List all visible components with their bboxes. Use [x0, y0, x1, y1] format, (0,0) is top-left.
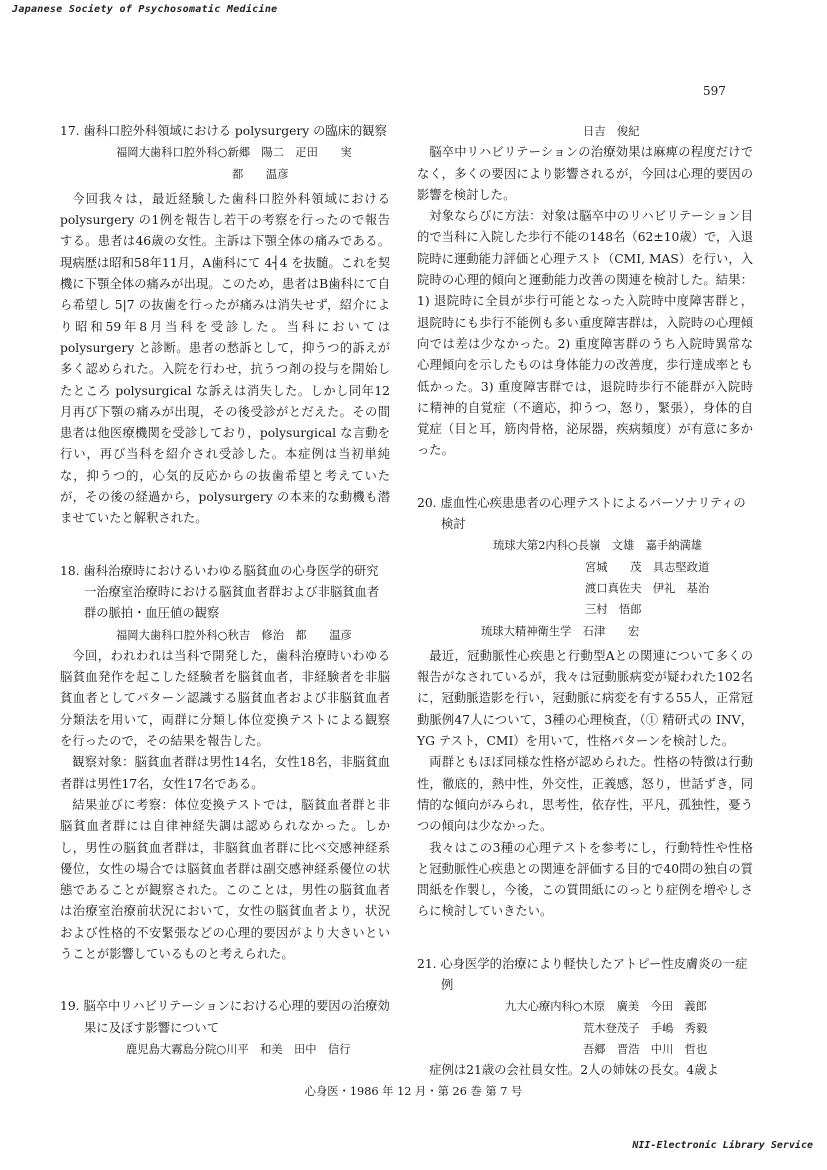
- abstract-18-authors: 福岡大歯科口腔外科○秋吉 修治 都 温彦: [116, 628, 352, 642]
- abstract-20-authors-1: 琉球大第2内科○長嶺 文雄 嘉手納満雄: [493, 539, 703, 553]
- abstract-21-authors-2: 荒木登茂子 手嶋 秀毅: [583, 1021, 708, 1035]
- society-header: Japanese Society of Psychosomatic Medicine: [12, 4, 278, 15]
- abstract-20-authors-2: 宮城 茂 具志堅政道: [585, 560, 710, 574]
- abstract-18-body-3: 結果並びに考察：体位変換テストでは，脳貧血者群と非脳貧血者群には自律神経失調は認められなかった。しかし，男性の脳貧血者群は，非脳貧血者群に比べ交感神経系優位，女性の場合では脳貧血者群は副交感神経系優位の状態であることが観察された。このことは，男性の脳貧血者は治療室治療前状況において，女性の脳貧血者より，状況および性格的不安緊張などの心理的要因がより大きいということが影響しているものと考えられた。: [60, 797, 390, 961]
- abstract-17-authors-2: 都 温彦: [232, 167, 289, 181]
- right-column: [417, 121, 753, 1081]
- abstract-19-body-1: 脳卒中リハビリテーションの治療効果は麻痺の程度だけでなく，多くの要因により影響されるが，今回は心理的要因の影響を検討した。: [417, 145, 753, 202]
- library-service-footer: NII-Electronic Library Service: [632, 1140, 813, 1151]
- journal-citation: 心身医・1986 年 12 月・第 26 巻 第 7 号: [304, 1085, 523, 1098]
- abstract-21-authors-1: 九大心療内科○木原 廣美 今田 義郎: [505, 1000, 707, 1014]
- left-column: [60, 121, 390, 1060]
- abstract-21-authors-3: 吾郷 晋浩 中川 哲也: [583, 1042, 708, 1056]
- abstract-17-authors: 福岡大歯科口腔外科○新郷 陽二 疋田 実: [116, 146, 352, 160]
- abstract-17-body: 今回我々は，最近経験した歯科口腔外科領域における polysurgery の1例を報告し若干の考察を行ったので報告する。患者は46歳の女性。主訴は下顎全体の痛みである。現病歴は昭和58年11月，A歯科にて 4┤4 を抜髄。これを契機に下顎全体の痛みが出現。このため，患者はB歯科にて自ら希望し 5|7 の抜歯を行ったが痛みは消失せず，紹介により昭和59年8月当科を受診した。当科においては polysurgery と診断。患者の愁訴として，抑うつ的訴えが多く認められた。入院を行わせ，抗うつ剤の投与を開始したところ polysurgical な訴えは消失した。しかし同年12月再び下顎の痛みが出現，その後受診がとだえた。その間患者は他医療機関を受診しており，polysurgical な言動を行い，再び当科を紹介され受診した。本症例は当初単純な，抑うつ的，心気的反応からの抜歯希望と考えていたが，その後の経過から，polysurgery の本来的な動機も潜ませていたと解釈された。: [60, 191, 390, 526]
- abstract-19-body-2: 対象ならびに方法：対象は脳卒中のリハビリテーション目的で当科に入院した歩行不能の148名（62±10歳）で，入退院時に運動能力評価と心理テスト（CMI, MAS）を行い，入院時の心理的傾向と運動能力改善の関連を検討した。結果：1) 退院時に全員が歩行可能となった入院時中度障害群と，退院時にも歩行不能例も多い重度障害群は，入院時の心理傾向では差は少なかった。2) 重度障害群のうち入院時異常な心理傾向を示したものは身体能力の改善度，歩行達成率とも低かった。3) 重度障害群では，退院時歩行不能群が入院時に精神的自覚症（不適応，抑うつ，怒り，緊張），身体的自覚症（目と耳，筋肉骨格，泌尿器，疾病頻度）が有意に多かった。: [417, 209, 753, 458]
- abstract-20-title: 20. 虚血性心疾患患者の心理テストによるパーソナリティの検討: [417, 495, 746, 532]
- abstract-21-body-1: 症例は21歳の会社員女性。2人の姉妹の長女。4歳よ: [429, 1063, 719, 1078]
- abstract-19-authors-cont: 日吉 俊紀: [583, 125, 640, 138]
- abstract-19-authors: 鹿児島大霧島分院○川平 和美 田中 信行: [126, 1042, 351, 1056]
- abstract-20-authors-5: 琉球大精神衛生学 石津 宏: [481, 624, 640, 638]
- abstract-21-title: 21. 心身医学的治療により軽快したアトピー性皮膚炎の一症例: [417, 956, 748, 992]
- abstract-20-body-3: 我々はこの3種の心理テストを参考にし，行動特性や性格と冠動脈性心疾患との関連を評価する目的で40問の独自の質問紙を作製し，今後，この質問紙にのっとり症例を増やしさらに検討していきたい。: [417, 840, 753, 919]
- abstract-20-body-2: 両群ともほぼ同様な性格が認められた。性格の特徴は行動性，徹底的，熱中性，外交性，正義感，怒り，世話ずき，同情的な傾向がみられ，思考性，依存性，平凡，孤独性，憂うつの傾向は少なかった。: [417, 755, 753, 834]
- abstract-19-title: 19. 脳卒中リハビリテーションにおける心理的要因の治療効果に及ぼす影響について: [60, 999, 390, 1035]
- abstract-20-body-1: 最近，冠動脈性心疾患と行動型Aとの関連について多くの報告がなされているが，我々は冠動脈病変が疑われた102名に，冠動脈造影を行い，冠動脈に病変を有する55人，正常冠動脈例47人について，3種の心理検査，（① 精研式の INV，YG テスト，CMI）を用いて，性格パターンを検討した。: [417, 648, 753, 749]
- abstract-20-authors-4: 三村 悟郎: [585, 603, 642, 617]
- abstract-18-body-1: 今回，われわれは当科で開発した，歯科治療時いわゆる脳貧血発作を起こした経験者を脳貧血者，非経験者を非脳貧血者としてパターン認識する脳貧血者および非脳貧血者分類法を用いて，両群に分類し体位変換テストによる観察を行ったので，その結果を報告した。: [60, 648, 390, 749]
- abstract-18-body-2: 観察対象：脳貧血者群は男性14名，女性18名，非脳貧血者群は男性17名，女性17名である。: [60, 755, 390, 791]
- page-number: 597: [703, 84, 726, 98]
- abstract-18-title: 18. 歯科治療時におけるいわゆる脳貧血の心身医学的研究一治療室治療時における脳貧血者群および非脳貧血者群の脈拍・血圧値の観察: [60, 563, 380, 621]
- abstract-20-authors-3: 渡口真佐夫 伊礼 基治: [585, 581, 710, 595]
- abstract-17-title: 17. 歯科口腔外科領域における polysurgery の臨床的観察: [60, 124, 387, 138]
